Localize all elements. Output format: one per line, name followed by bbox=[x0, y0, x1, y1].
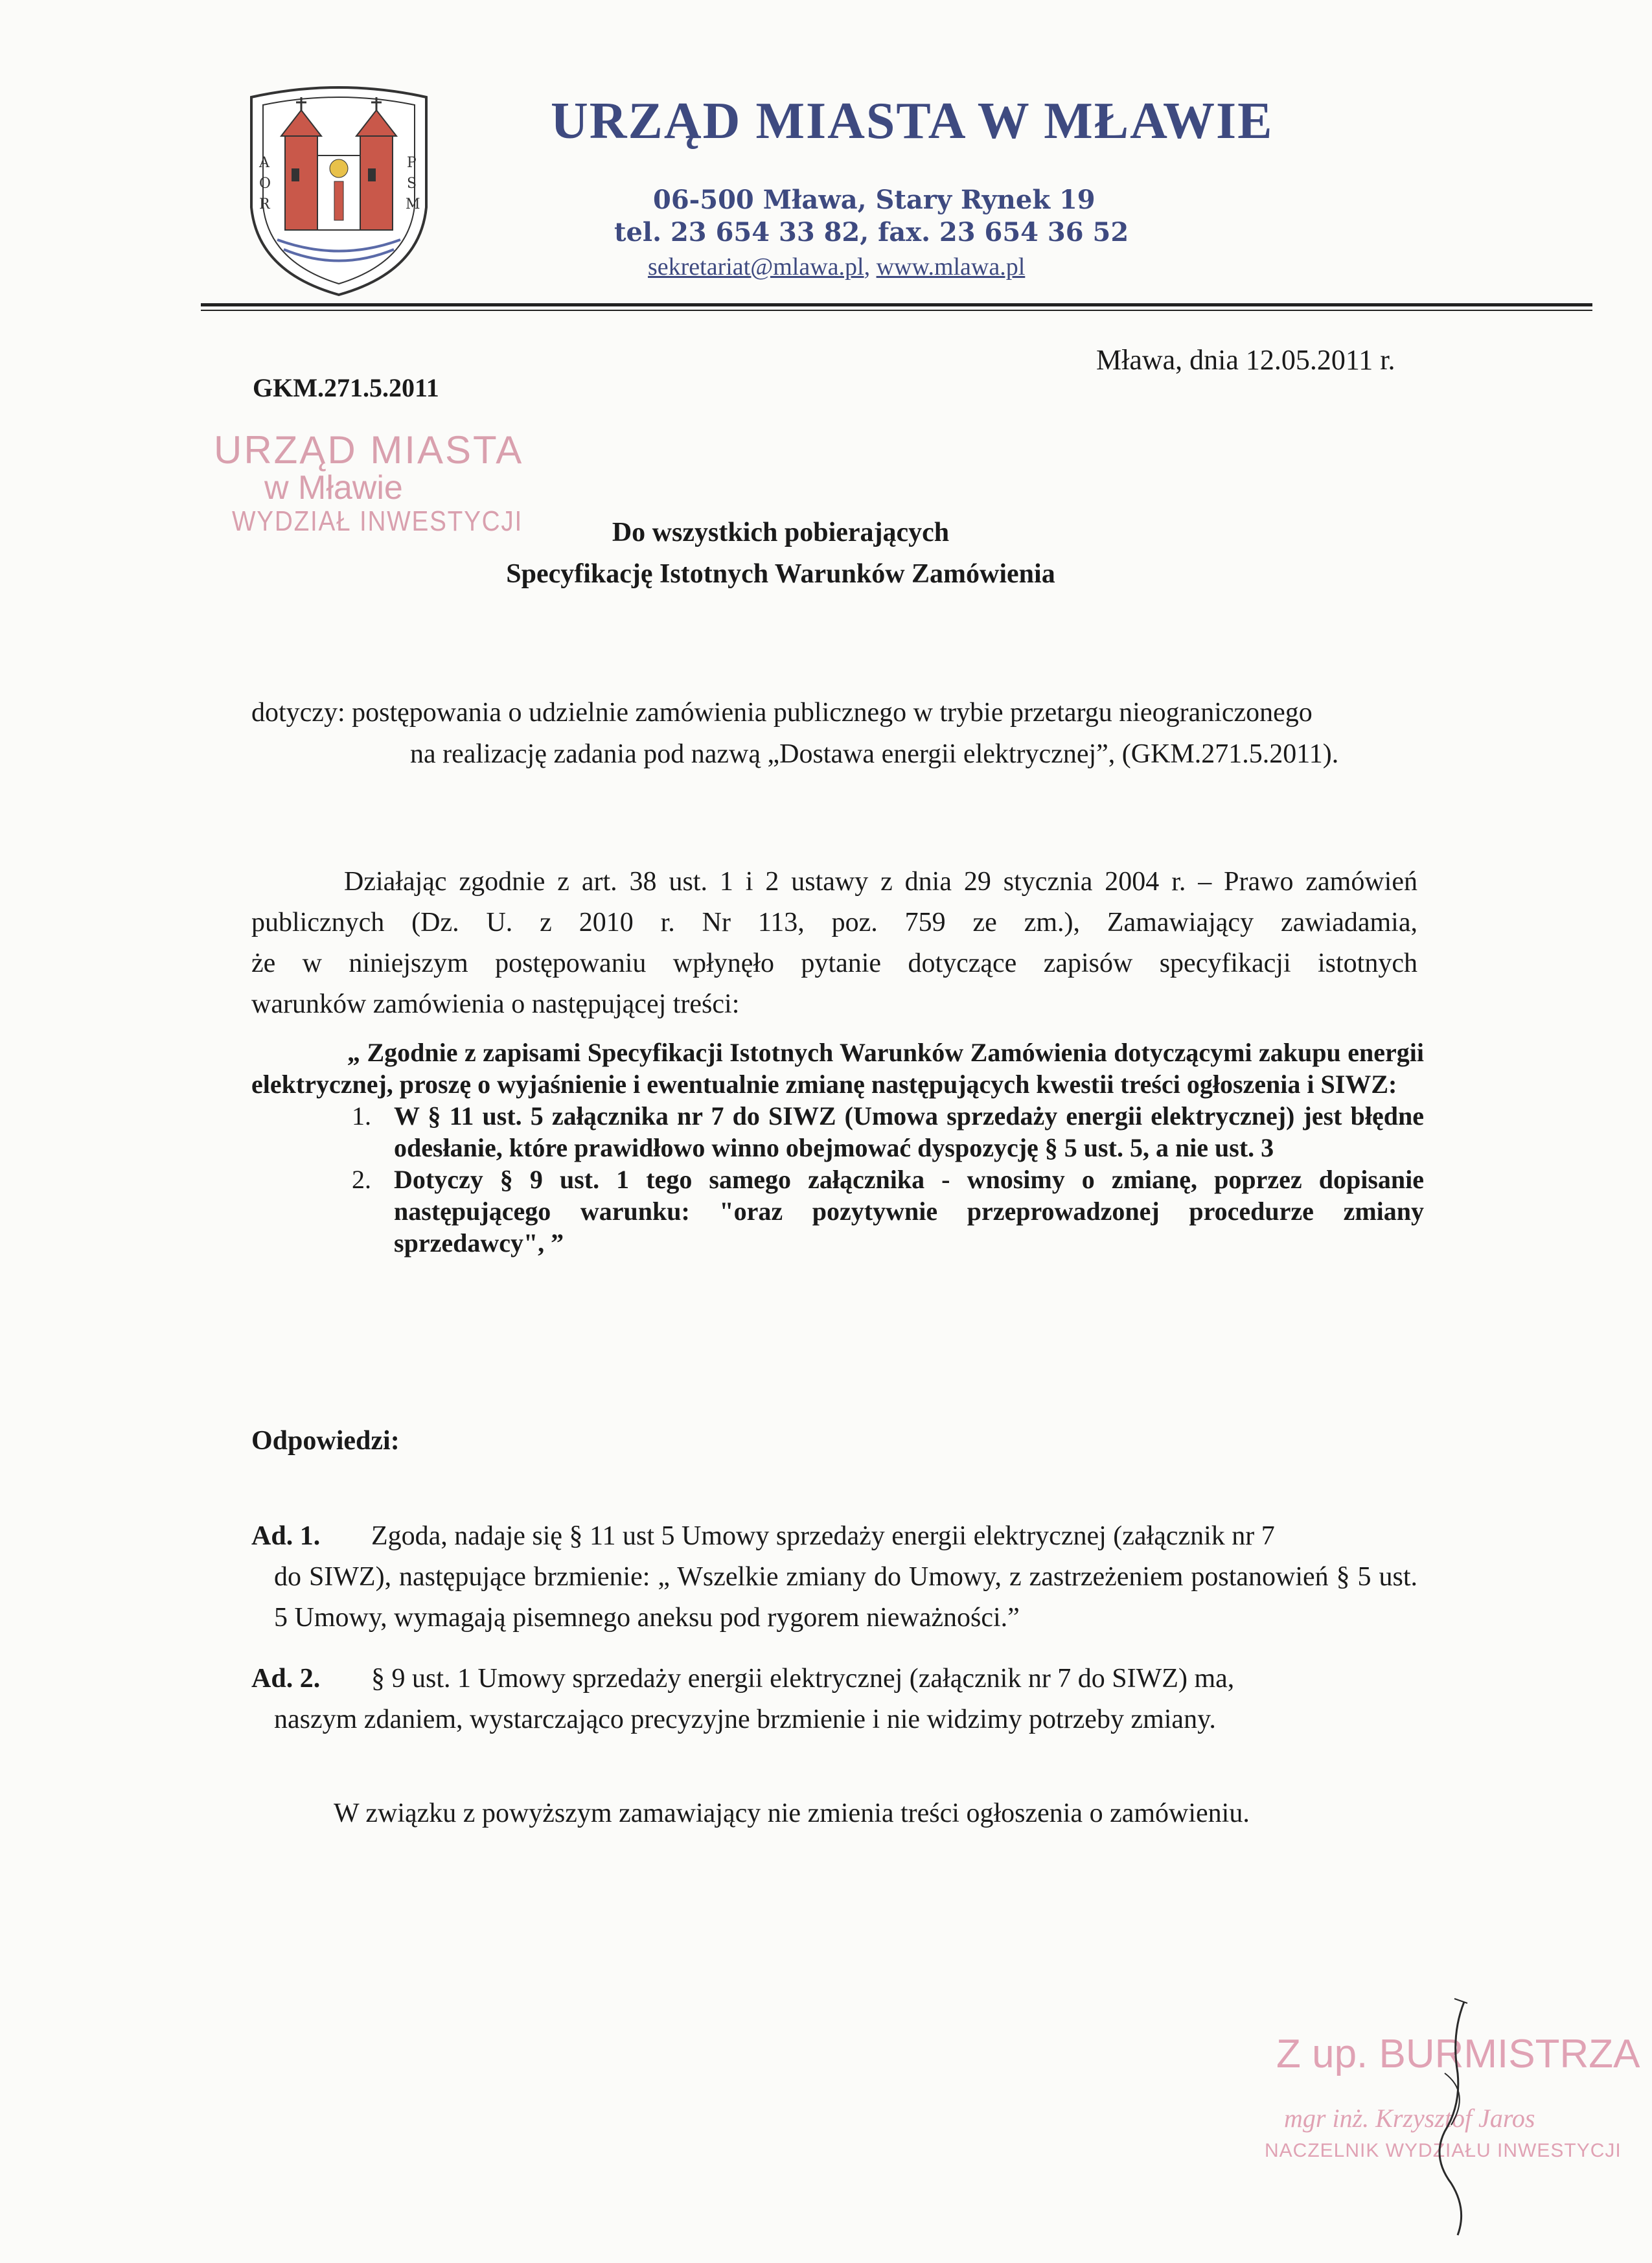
list-item bbox=[251, 1164, 1424, 1259]
letterhead-contacts bbox=[648, 253, 1025, 281]
list-item bbox=[251, 1100, 1424, 1164]
letterhead-title: URZĄD MIASTA W MŁAWIE bbox=[551, 93, 1274, 150]
city-crest-logo bbox=[245, 84, 433, 298]
crest-letter: P bbox=[407, 155, 417, 171]
crest-letter: M bbox=[406, 196, 420, 213]
answer-first-line: § 9 ust. 1 Umowy sprzedaży energii elektrycznej (załącznik nr 7 do SIWZ) ma, bbox=[371, 1664, 1235, 1694]
question-list bbox=[251, 1100, 1424, 1259]
stamp-line: NACZELNIK WYDZIAŁU INWESTYCJI bbox=[1265, 2140, 1622, 2161]
answers-heading: Odpowiedzi: bbox=[251, 1426, 400, 1456]
body-line: Działając zgodnie z art. 38 ust. 1 i 2 ustawy z dnia 29 stycznia 2004 r. – Prawo zamówień bbox=[344, 867, 1417, 897]
stamp-line: Z up. BURMISTRZA bbox=[1276, 2032, 1640, 2076]
answer-first-line: Zgoda, nadaje się § 11 ust 5 Umowy sprzedaży energii elektrycznej (załącznik nr 7 bbox=[371, 1521, 1275, 1551]
handwritten-signature bbox=[1406, 1995, 1509, 2242]
stamp-line: URZĄD MIASTA bbox=[214, 428, 524, 472]
stamp-line: mgr inż. Krzysztof Jaros bbox=[1284, 2104, 1535, 2133]
body-line: warunków zamówienia o następującej treści: bbox=[251, 989, 740, 1019]
closing-statement: W związku z powyższym zamawiający nie zmienia treści ogłoszenia o zamówieniu. bbox=[334, 1798, 1250, 1828]
subject bbox=[251, 692, 1476, 775]
letterhead-address: 06-500 Mława, Stary Rynek 19 bbox=[653, 185, 1096, 215]
list-text: Dotyczy § 9 ust. 1 tego samego załącznika - wnosimy o zmianę, poprzez dopisanie następującego warunku: "oraz pozytywnie przeprowadzonej procedurze zmiany sprzedawcy", ” bbox=[394, 1165, 1424, 1258]
answer-text: naszym zdaniem, wystarczająco precyzyjne brzmienie i nie widzimy potrzeby zmiany. bbox=[274, 1705, 1216, 1734]
subject-line: dotyczy: postępowania o udzielnie zamówienia publicznego w trybie przetargu nieograniczonego bbox=[251, 698, 1313, 728]
crest-letter: S bbox=[407, 176, 417, 192]
addressee-line: Specyfikację Istotnych Warunków Zamówienia bbox=[506, 559, 1055, 589]
reference-number: GKM.271.5.2011 bbox=[253, 373, 439, 402]
list-number: 2. bbox=[352, 1165, 371, 1194]
crest-letter: A bbox=[259, 155, 270, 171]
answer-1 bbox=[251, 1516, 1417, 1638]
body-line: że w niniejszym postępowaniu wpłynęło pytanie dotyczące zapisów specyfikacji istotnych bbox=[251, 948, 1417, 978]
crest-letter: R bbox=[259, 196, 270, 213]
body-line: publicznych (Dz. U. z 2010 r. Nr 113, poz. 759 ze zm.), Zamawiający zawiadamia, bbox=[251, 908, 1417, 937]
subject-line: na realizację zadania pod nazwą „Dostawa energii elektrycznej”, (GKM.271.5.2011). bbox=[410, 739, 1339, 769]
email-link[interactable]: sekretariat@mlawa.pl bbox=[648, 253, 864, 281]
list-text: W § 11 ust. 5 załącznika nr 7 do SIWZ (Umowa sprzedaży energii elektrycznej) jest błędne odesłanie, które prawidłowo winno obejmować dyspozycję § 5 ust. 5, a nie ust. 3 bbox=[394, 1101, 1424, 1162]
crest-letter: O bbox=[259, 176, 271, 192]
answer-2 bbox=[251, 1659, 1417, 1740]
website-link[interactable]: www.mlawa.pl bbox=[876, 253, 1026, 281]
addressee bbox=[0, 512, 1652, 595]
list-number: 1. bbox=[352, 1101, 371, 1131]
letterhead-phone: tel. 23 654 33 82, fax. 23 654 36 52 bbox=[614, 217, 1129, 247]
contact-separator: , bbox=[864, 253, 871, 281]
quoted-question bbox=[251, 1037, 1424, 1259]
header-rule-thin bbox=[201, 310, 1592, 311]
stamp-line: w Mławie bbox=[264, 469, 403, 507]
addressee-line: Do wszystkich pobierających bbox=[612, 518, 950, 547]
quote-intro: „ Zgodnie z zapisami Specyfikacji Istotnych Warunków Zamówienia dotyczącymi zakupu energii elektrycznej, proszę o wyjaśnienie i ewentualnie zmianę następujących kwestii treści ogłoszenia i SIWZ: bbox=[251, 1038, 1424, 1099]
answer-label: Ad. 2. bbox=[251, 1664, 321, 1694]
body-paragraph bbox=[251, 862, 1417, 1025]
header-rule bbox=[201, 303, 1592, 306]
answer-text: do SIWZ), następujące brzmienie: „ Wszelkie zmiany do Umowy, z zastrzeżeniem postanowień § 5 ust. 5 Umowy, wymagają pisemnego aneksu pod rygorem nieważności.” bbox=[274, 1562, 1417, 1633]
answer-label: Ad. 1. bbox=[251, 1521, 321, 1551]
stamp-line: WYDZIAŁ INWESTYCJI bbox=[232, 505, 523, 537]
date-line: Mława, dnia 12.05.2011 r. bbox=[1096, 344, 1395, 376]
